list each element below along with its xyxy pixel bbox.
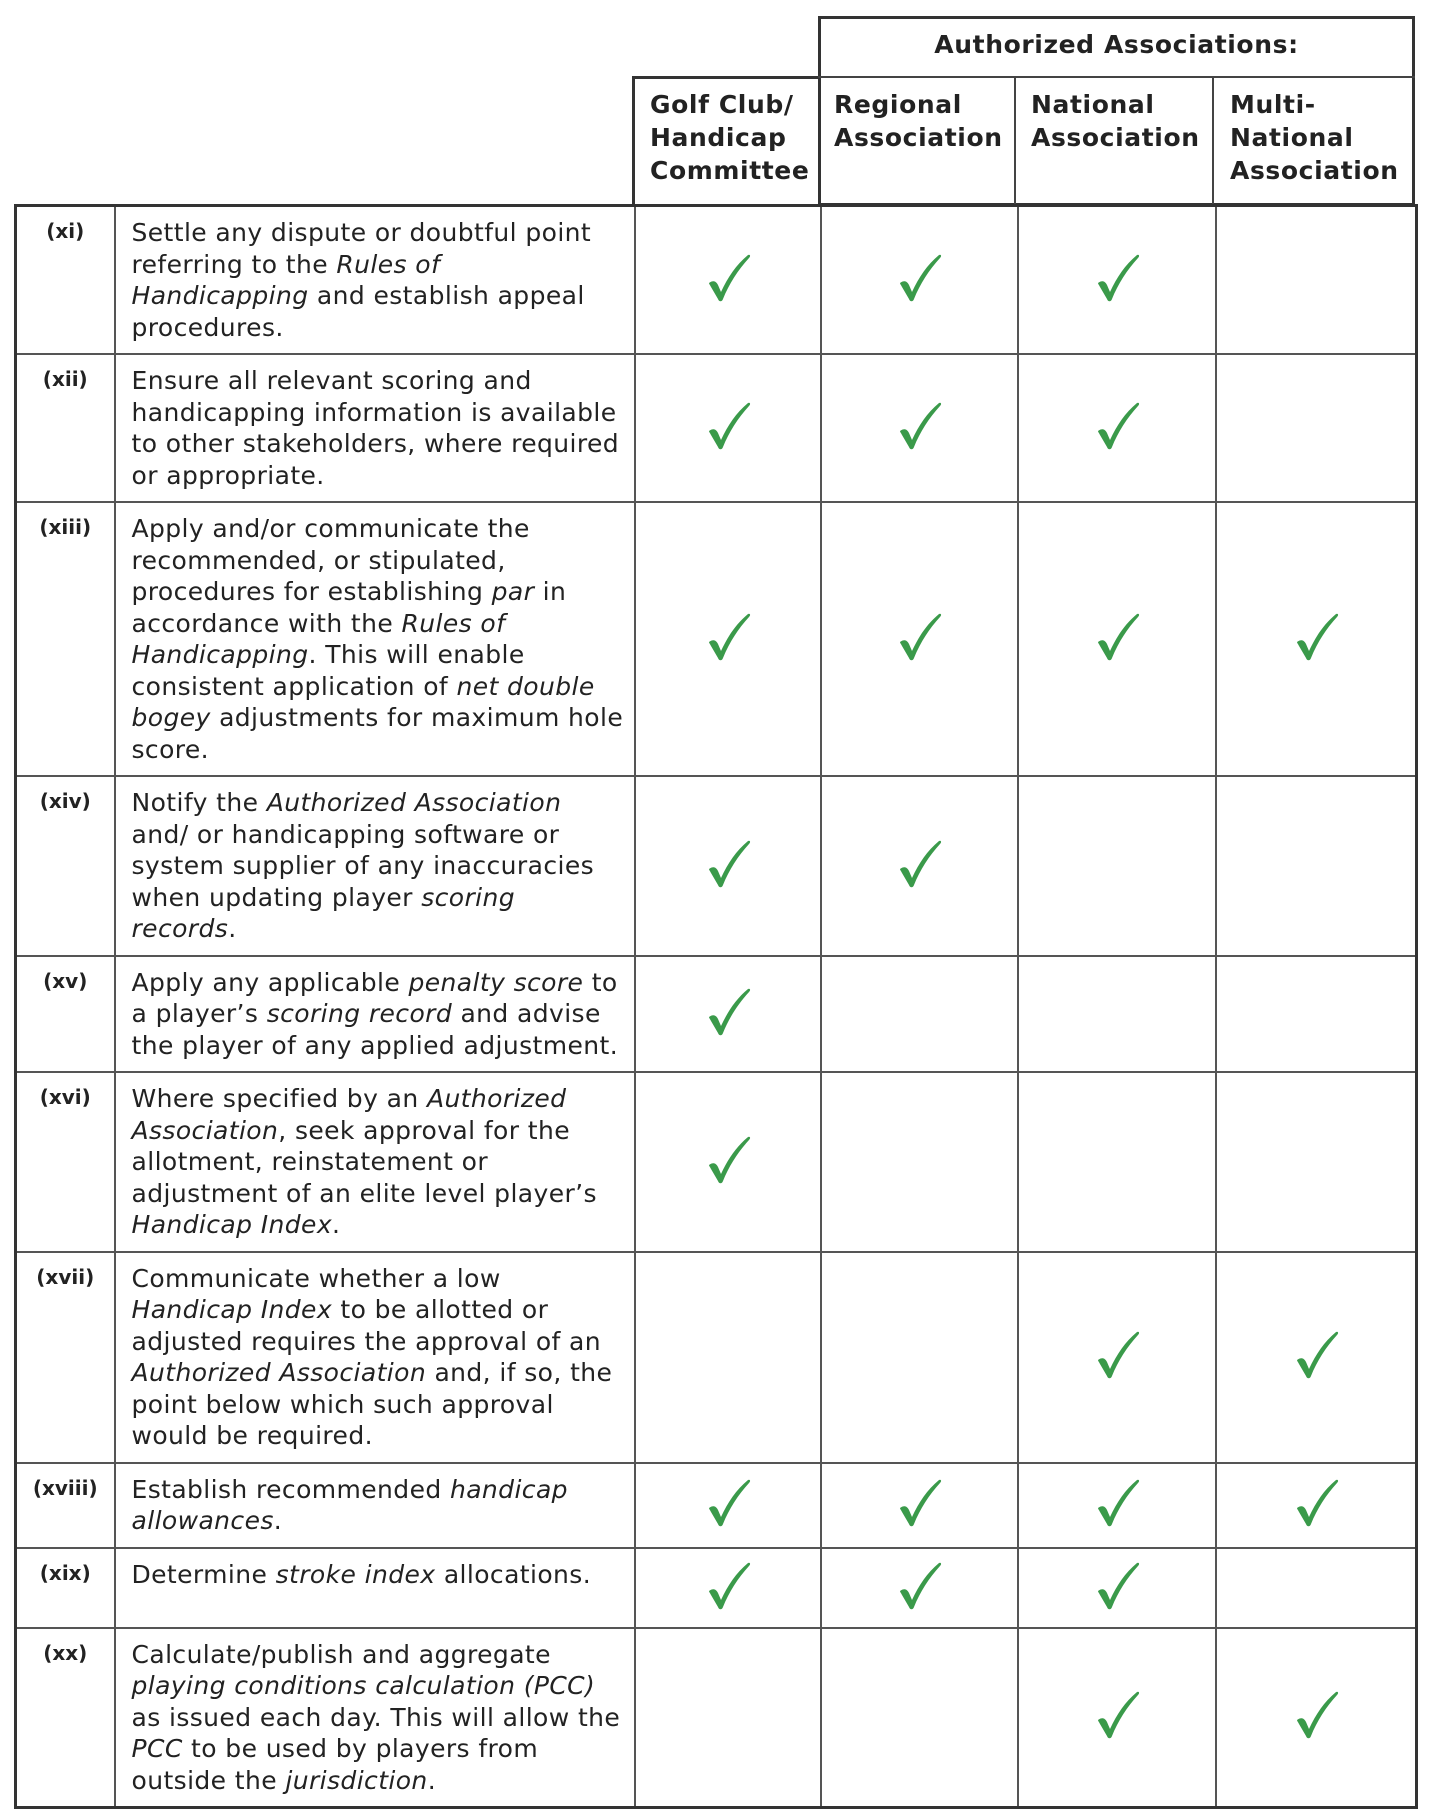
cell-golf-club xyxy=(635,956,821,1073)
cell-golf-club xyxy=(635,776,821,956)
cell-golf-club xyxy=(635,1072,821,1252)
row-number: (xiv) xyxy=(16,776,115,956)
col-header-golf-club-line3: Committee xyxy=(650,156,810,185)
table-row-xvi xyxy=(16,1072,1417,1252)
cell-regional xyxy=(821,354,1018,502)
cell-national xyxy=(1018,1463,1216,1548)
authorized-associations-label: Authorized Associations: xyxy=(934,30,1299,59)
col-header-multinational-line2: National xyxy=(1230,123,1354,152)
row-description: Determine stroke index allocations. xyxy=(115,1548,635,1628)
check-mark-icon xyxy=(896,1561,942,1611)
col-header-regional-line1: Regional xyxy=(834,90,962,119)
responsibilities-table xyxy=(14,204,1418,1809)
cell-regional xyxy=(821,1463,1018,1548)
check-mark-icon xyxy=(1293,1478,1339,1528)
table-row-xx xyxy=(16,1628,1417,1808)
cell-regional xyxy=(821,1072,1018,1252)
cell-national xyxy=(1018,1548,1216,1628)
row-number: (xviii) xyxy=(16,1463,115,1548)
cell-national xyxy=(1018,1072,1216,1252)
check-mark-icon xyxy=(1094,1561,1140,1611)
cell-national xyxy=(1018,956,1216,1073)
row-number: (xx) xyxy=(16,1628,115,1808)
col-header-regional xyxy=(834,88,1012,154)
row-description: Calculate/publish and aggregate playing conditions calculation (PCC) as issued each day. This will allow the PCC to be used by players from outside the jurisdiction. xyxy=(115,1628,635,1808)
row-number: (xii) xyxy=(16,354,115,502)
cell-regional xyxy=(821,1252,1018,1463)
cell-national xyxy=(1018,776,1216,956)
table-row-xiii xyxy=(16,502,1417,776)
cell-regional xyxy=(821,206,1018,355)
col-header-multinational-line3: Association xyxy=(1230,156,1399,185)
row-number: (xix) xyxy=(16,1548,115,1628)
cell-national xyxy=(1018,1628,1216,1808)
row-description: Settle any dispute or doubtful point referring to the Rules of Handicapping and establish appeal procedures. xyxy=(115,206,635,355)
check-mark-icon xyxy=(896,839,942,889)
check-mark-icon xyxy=(1293,1690,1339,1740)
check-mark-icon xyxy=(705,987,751,1037)
check-mark-icon xyxy=(1094,612,1140,662)
check-mark-icon xyxy=(1293,1330,1339,1380)
check-mark-icon xyxy=(1094,1478,1140,1528)
cell-multinational xyxy=(1216,206,1417,355)
check-mark-icon xyxy=(896,1478,942,1528)
cell-regional xyxy=(821,776,1018,956)
check-mark-icon xyxy=(705,401,751,451)
row-description: Notify the Authorized Association and/ or handicapping software or system supplier of any inaccuracies when updating player scoring records. xyxy=(115,776,635,956)
cell-multinational xyxy=(1216,776,1417,956)
col-header-national-line2: Association xyxy=(1031,123,1200,152)
col-header-golf-club-line2: Handicap xyxy=(650,123,787,152)
cell-regional xyxy=(821,956,1018,1073)
check-mark-icon xyxy=(1293,612,1339,662)
cell-national xyxy=(1018,206,1216,355)
table-row-xviii xyxy=(16,1463,1417,1548)
check-mark-icon xyxy=(1094,401,1140,451)
col-header-multinational-line1: Multi- xyxy=(1230,90,1316,119)
cell-golf-club xyxy=(635,1252,821,1463)
check-mark-icon xyxy=(705,839,751,889)
row-number: (xv) xyxy=(16,956,115,1073)
cell-golf-club xyxy=(635,1548,821,1628)
header-col-divider-1 xyxy=(1014,76,1016,206)
col-header-golf-club-line1: Golf Club/ xyxy=(650,90,794,119)
cell-multinational xyxy=(1216,1548,1417,1628)
col-header-regional-line2: Association xyxy=(834,123,1003,152)
row-number: (xvi) xyxy=(16,1072,115,1252)
cell-multinational xyxy=(1216,502,1417,776)
header-divider xyxy=(818,76,1415,78)
check-mark-icon xyxy=(1094,253,1140,303)
table-row-xv xyxy=(16,956,1417,1073)
row-description: Apply and/or communicate the recommended, or stipulated, procedures for establishing par in accordance with the Rules of Handicapping. This will enable consistent application of net double bogey adjustments for maximum hole score. xyxy=(115,502,635,776)
cell-golf-club xyxy=(635,1628,821,1808)
check-mark-icon xyxy=(1094,1690,1140,1740)
cell-national xyxy=(1018,502,1216,776)
col-header-golf-club xyxy=(650,88,820,187)
check-mark-icon xyxy=(705,1561,751,1611)
table-row-xii xyxy=(16,354,1417,502)
check-mark-icon xyxy=(705,253,751,303)
row-description: Ensure all relevant scoring and handicapping information is available to other stakeholders, where required or appropriate. xyxy=(115,354,635,502)
row-description: Communicate whether a low Handicap Index to be allotted or adjusted requires the approval of an Authorized Association and, if so, the point below which such approval would be required. xyxy=(115,1252,635,1463)
check-mark-icon xyxy=(1094,1330,1140,1380)
header-col-divider-2 xyxy=(1212,76,1214,206)
cell-regional xyxy=(821,502,1018,776)
cell-multinational xyxy=(1216,354,1417,502)
table-row-xiv xyxy=(16,776,1417,956)
cell-multinational xyxy=(1216,1628,1417,1808)
col-header-multinational xyxy=(1230,88,1410,187)
cell-golf-club xyxy=(635,354,821,502)
cell-national xyxy=(1018,1252,1216,1463)
row-description: Apply any applicable penalty score to a player’s scoring record and advise the player of any applied adjustment. xyxy=(115,956,635,1073)
table-row-xvii xyxy=(16,1252,1417,1463)
cell-multinational xyxy=(1216,1252,1417,1463)
check-mark-icon xyxy=(705,1478,751,1528)
check-mark-icon xyxy=(705,612,751,662)
cell-national xyxy=(1018,354,1216,502)
row-number: (xi) xyxy=(16,206,115,355)
row-number: (xvii) xyxy=(16,1252,115,1463)
row-number: (xiii) xyxy=(16,502,115,776)
table-row-xi xyxy=(16,206,1417,355)
cell-regional xyxy=(821,1548,1018,1628)
check-mark-icon xyxy=(896,253,942,303)
col-header-national-line1: National xyxy=(1031,90,1155,119)
cell-multinational xyxy=(1216,956,1417,1073)
check-mark-icon xyxy=(705,1135,751,1185)
row-description: Establish recommended handicap allowances. xyxy=(115,1463,635,1548)
cell-golf-club xyxy=(635,502,821,776)
table-row-xix xyxy=(16,1548,1417,1628)
cell-multinational xyxy=(1216,1072,1417,1252)
row-description: Where specified by an Authorized Association, seek approval for the allotment, reinstatement or adjustment of an elite level player’s Handicap Index. xyxy=(115,1072,635,1252)
check-mark-icon xyxy=(896,612,942,662)
cell-golf-club xyxy=(635,1463,821,1548)
cell-golf-club xyxy=(635,206,821,355)
check-mark-icon xyxy=(896,401,942,451)
cell-regional xyxy=(821,1628,1018,1808)
cell-multinational xyxy=(1216,1463,1417,1548)
col-header-national xyxy=(1031,88,1209,154)
